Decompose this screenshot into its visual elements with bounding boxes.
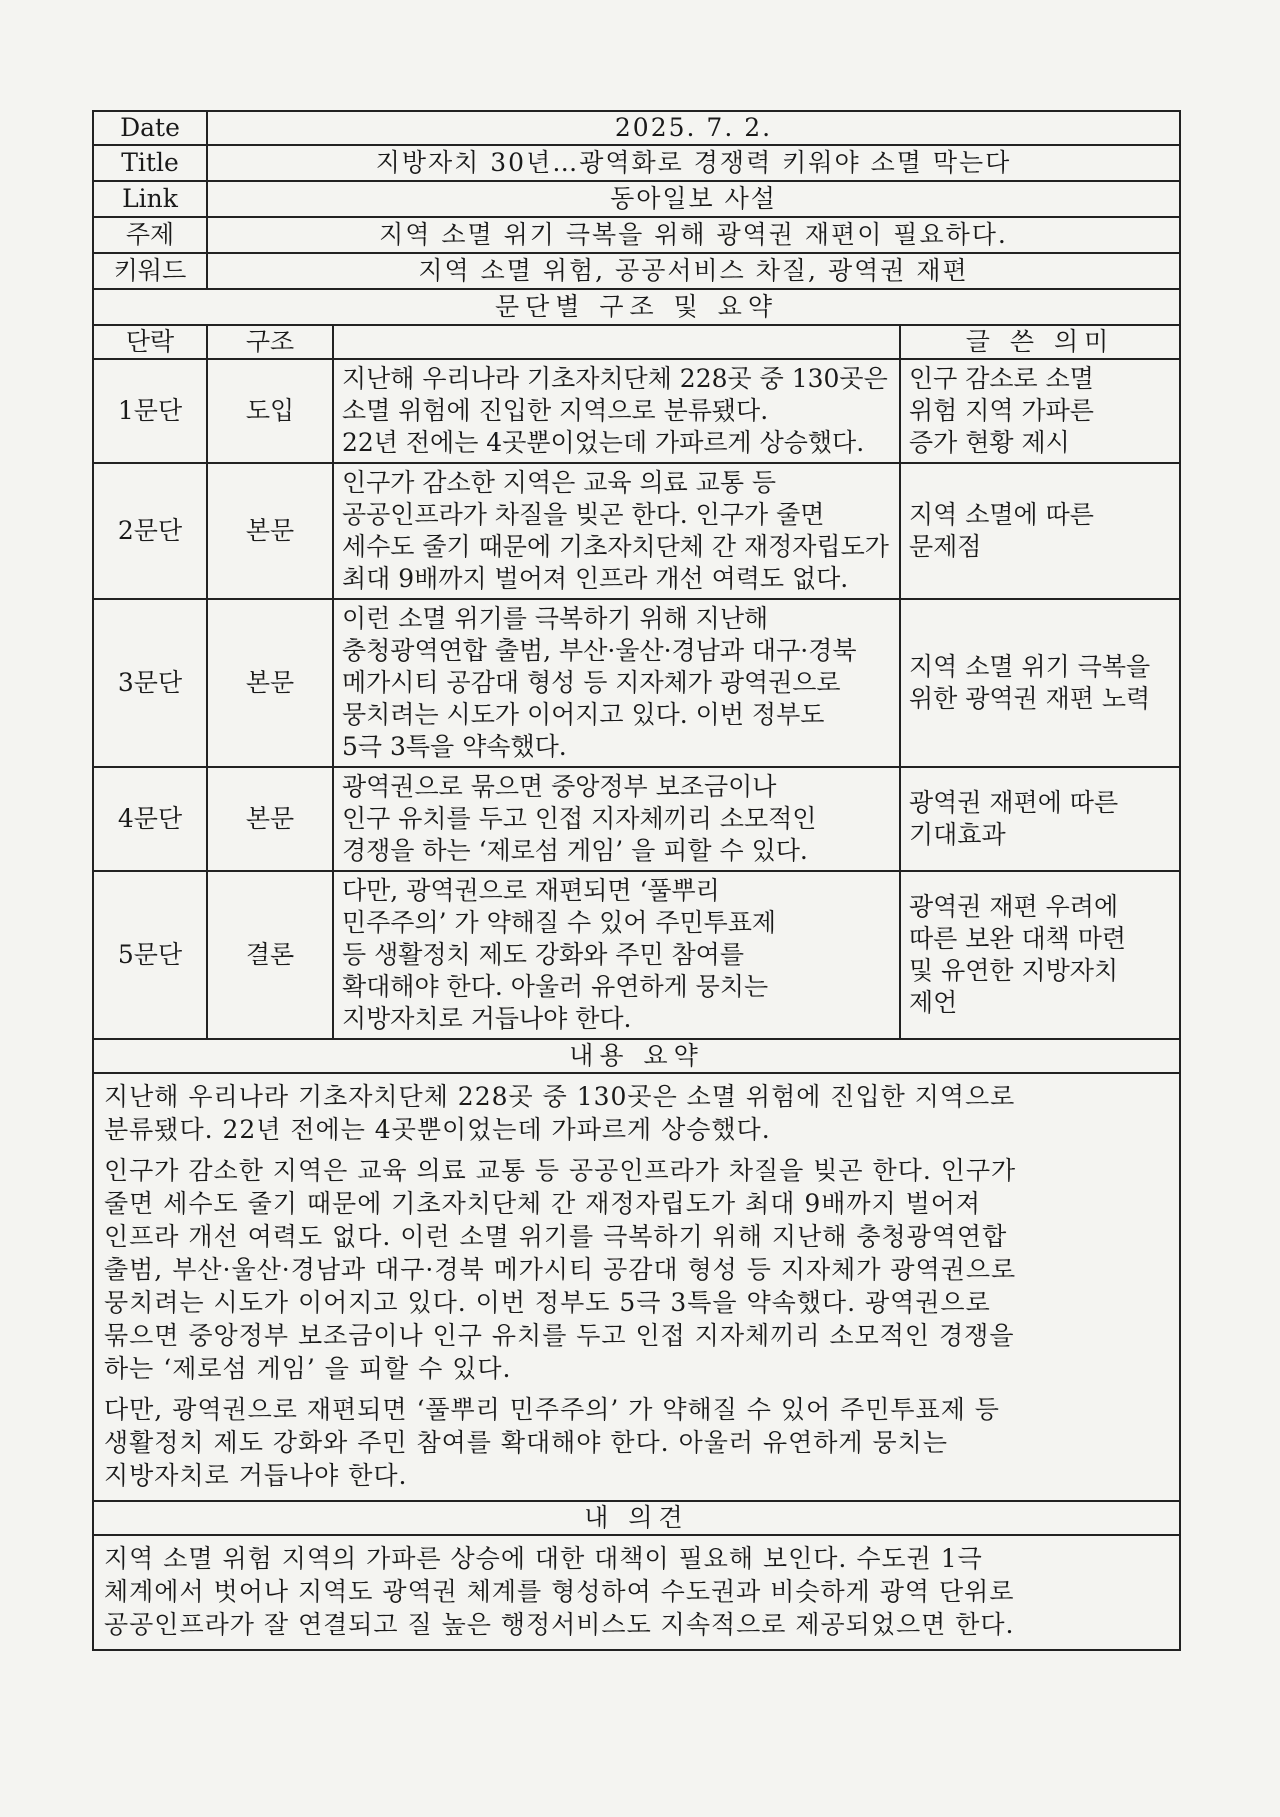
meaning-line: 및 유연한 지방자치 — [909, 956, 1119, 985]
col-struct-header: 구조 — [207, 325, 333, 359]
paragraph-structure: 결론 — [207, 871, 333, 1039]
meaning-line: 지역 소멸에 따른 — [909, 500, 1094, 529]
summary-line: 세수도 줄기 때문에 기초자치단체 간 재정자립도가 — [342, 532, 889, 561]
summary-text-line: 출범, 부산·울산·경남과 대구·경북 메가시티 공감대 형성 등 지자체가 광역권으로 — [104, 1255, 1017, 1284]
summary-text-line: 인구가 감소한 지역은 교육 의료 교통 등 공공인프라가 차질을 빚곤 한다. 인구가 — [104, 1156, 1017, 1185]
summary-line: 확대해야 한다. 아울러 유연하게 뭉치는 — [342, 972, 769, 1001]
paragraph-meaning — [900, 767, 1180, 871]
keyword-value: 지역 소멸 위험, 공공서비스 차질, 광역권 재편 — [207, 253, 1180, 289]
summary-line: 경쟁을 하는 ‘제로섬 게임’ 을 피할 수 있다. — [342, 836, 808, 865]
summary-text-line: 생활정치 제도 강화와 주민 참여를 확대해야 한다. 아울러 유연하게 뭉치는 — [104, 1428, 948, 1457]
summary-line: 다만, 광역권으로 재편되면 ‘풀뿌리 — [342, 876, 720, 905]
paragraph-meaning — [900, 871, 1180, 1039]
paragraph-meaning — [900, 463, 1180, 599]
paragraph-step: 5문단 — [93, 871, 207, 1039]
structure-section-title: 문단별 구조 및 요약 — [93, 289, 1180, 325]
paragraph-row — [93, 767, 1180, 871]
meaning-line: 따른 보완 대책 마련 — [909, 924, 1127, 953]
summary-text-line: 인프라 개선 여력도 없다. 이런 소멸 위기를 극복하기 위해 지난해 충청광역연합 — [104, 1222, 1008, 1251]
meaning-line: 위험 지역 가파른 — [909, 396, 1094, 425]
summary-text-line: 뭉치려는 시도가 이어지고 있다. 이번 정부도 5극 3특을 약속했다. 광역권으로 — [104, 1288, 991, 1317]
paragraph-step: 1문단 — [93, 359, 207, 463]
link-value: 동아일보 사설 — [207, 181, 1180, 217]
date-value: 2025. 7. 2. — [207, 111, 1180, 145]
opinion-text-line: 체계에서 벗어나 지역도 광역권 체계를 형성하여 수도권과 비슷하게 광역 단위로 — [104, 1577, 1015, 1606]
meaning-line: 기대효과 — [909, 820, 1006, 849]
meaning-line: 지역 소멸 위기 극복을 — [909, 652, 1151, 681]
paragraph-structure: 본문 — [207, 463, 333, 599]
title-row — [93, 145, 1180, 181]
meaning-line: 위한 광역권 재편 노력 — [909, 684, 1151, 713]
opinion-section-title: 내 의견 — [93, 1501, 1180, 1535]
paragraph-structure: 도입 — [207, 359, 333, 463]
meaning-line: 광역권 재편에 따른 — [909, 788, 1119, 817]
summary-line: 22년 전에는 4곳뿐이었는데 가파르게 상승했다. — [342, 428, 865, 457]
document-sheet — [92, 110, 1179, 1651]
paragraph-summary — [333, 359, 900, 463]
meaning-line: 증가 현황 제시 — [909, 428, 1070, 457]
summary-table — [92, 110, 1181, 1651]
link-row — [93, 181, 1180, 217]
meaning-line: 인구 감소로 소멸 — [909, 364, 1094, 393]
summary-text-line: 다만, 광역권으로 재편되면 ‘풀뿌리 민주주의’ 가 약해질 수 있어 주민투표제 등 — [104, 1395, 1000, 1424]
meaning-line: 문제점 — [909, 532, 982, 561]
paragraph-step: 3문단 — [93, 599, 207, 767]
opinion-paragraph — [104, 1542, 1169, 1641]
summary-line: 인구 유치를 두고 인접 지자체끼리 소모적인 — [342, 804, 817, 833]
summary-body — [93, 1073, 1180, 1501]
opinion-body-row — [93, 1535, 1180, 1650]
summary-line: 공공인프라가 차질을 빚곤 한다. 인구가 줄면 — [342, 500, 825, 529]
paragraph-row — [93, 463, 1180, 599]
paragraph-summary — [333, 599, 900, 767]
topic-label: 주제 — [93, 217, 207, 253]
summary-line: 소멸 위험에 진입한 지역으로 분류됐다. — [342, 396, 769, 425]
date-label: Date — [93, 111, 207, 145]
summary-paragraph — [104, 1393, 1169, 1492]
paragraph-summary — [333, 767, 900, 871]
paragraph-meaning — [900, 599, 1180, 767]
title-value: 지방자치 30년…광역화로 경쟁력 키워야 소멸 막는다 — [207, 145, 1180, 181]
paragraph-row — [93, 599, 1180, 767]
summary-line: 지난해 우리나라 기초자치단체 228곳 중 130곳은 — [342, 364, 888, 393]
paragraph-summary — [333, 463, 900, 599]
summary-text-line: 묶으면 중앙정부 보조금이나 인구 유치를 두고 인접 지자체끼리 소모적인 경쟁을 — [104, 1321, 1015, 1350]
summary-line: 지방자치로 거듭나야 한다. — [342, 1004, 632, 1033]
summary-text-line: 줄면 세수도 줄기 때문에 기초자치단체 간 재정자립도가 최대 9배까지 벌어져 — [104, 1189, 982, 1218]
paragraph-row — [93, 359, 1180, 463]
summary-paragraph — [104, 1154, 1169, 1385]
summary-body-row — [93, 1073, 1180, 1501]
topic-value: 지역 소멸 위기 극복을 위해 광역권 재편이 필요하다. — [207, 217, 1180, 253]
paragraph-structure: 본문 — [207, 767, 333, 871]
structure-header-row — [93, 325, 1180, 359]
paragraph-summary — [333, 871, 900, 1039]
date-row — [93, 111, 1180, 145]
summary-line: 5극 3특을 약속했다. — [342, 732, 567, 761]
summary-section-title: 내용 요약 — [93, 1039, 1180, 1073]
summary-text-line: 지난해 우리나라 기초자치단체 228곳 중 130곳은 소멸 위험에 진입한 지역으로 — [104, 1082, 1016, 1111]
keyword-label: 키워드 — [93, 253, 207, 289]
opinion-text-line: 공공인프라가 잘 연결되고 질 높은 행정서비스도 지속적으로 제공되었으면 한다. — [104, 1610, 1015, 1639]
paragraph-structure: 본문 — [207, 599, 333, 767]
summary-line: 이런 소멸 위기를 극복하기 위해 지난해 — [342, 604, 769, 633]
link-label: Link — [93, 181, 207, 217]
paragraph-row — [93, 871, 1180, 1039]
summary-line: 최대 9배까지 벌어져 인프라 개선 여력도 없다. — [342, 564, 849, 593]
paragraph-meaning — [900, 359, 1180, 463]
summary-line: 메가시티 공감대 형성 등 지자체가 광역권으로 — [342, 668, 841, 697]
opinion-body — [93, 1535, 1180, 1650]
summary-text-line: 지방자치로 거듭나야 한다. — [104, 1461, 408, 1490]
summary-line: 민주주의’ 가 약해질 수 있어 주민투표제 — [342, 908, 777, 937]
col-meaning-header: 글 쓴 의미 — [900, 325, 1180, 359]
summary-text-line: 하는 ‘제로섬 게임’ 을 피할 수 있다. — [104, 1354, 512, 1383]
meaning-line: 광역권 재편 우려에 — [909, 892, 1119, 921]
keyword-row — [93, 253, 1180, 289]
paragraph-step: 2문단 — [93, 463, 207, 599]
structure-section-row — [93, 289, 1180, 325]
summary-line: 광역권으로 묶으면 중앙정부 보조금이나 — [342, 772, 777, 801]
summary-line: 인구가 감소한 지역은 교육 의료 교통 등 — [342, 468, 777, 497]
opinion-text-line: 지역 소멸 위험 지역의 가파른 상승에 대한 대책이 필요해 보인다. 수도권 1극 — [104, 1544, 983, 1573]
summary-section-row — [93, 1039, 1180, 1073]
summary-line: 뭉치려는 시도가 이어지고 있다. 이번 정부도 — [342, 700, 825, 729]
col-step-header: 단락 — [93, 325, 207, 359]
summary-line: 충청광역연합 출범, 부산·울산·경남과 대구·경북 — [342, 636, 857, 665]
topic-row — [93, 217, 1180, 253]
summary-paragraph — [104, 1080, 1169, 1146]
meaning-line: 제언 — [909, 988, 958, 1017]
summary-line: 등 생활정치 제도 강화와 주민 참여를 — [342, 940, 744, 969]
summary-text-line: 분류됐다. 22년 전에는 4곳뿐이었는데 가파르게 상승했다. — [104, 1115, 771, 1144]
opinion-section-row — [93, 1501, 1180, 1535]
paragraph-step: 4문단 — [93, 767, 207, 871]
col-summary-header — [333, 325, 900, 359]
title-label: Title — [93, 145, 207, 181]
